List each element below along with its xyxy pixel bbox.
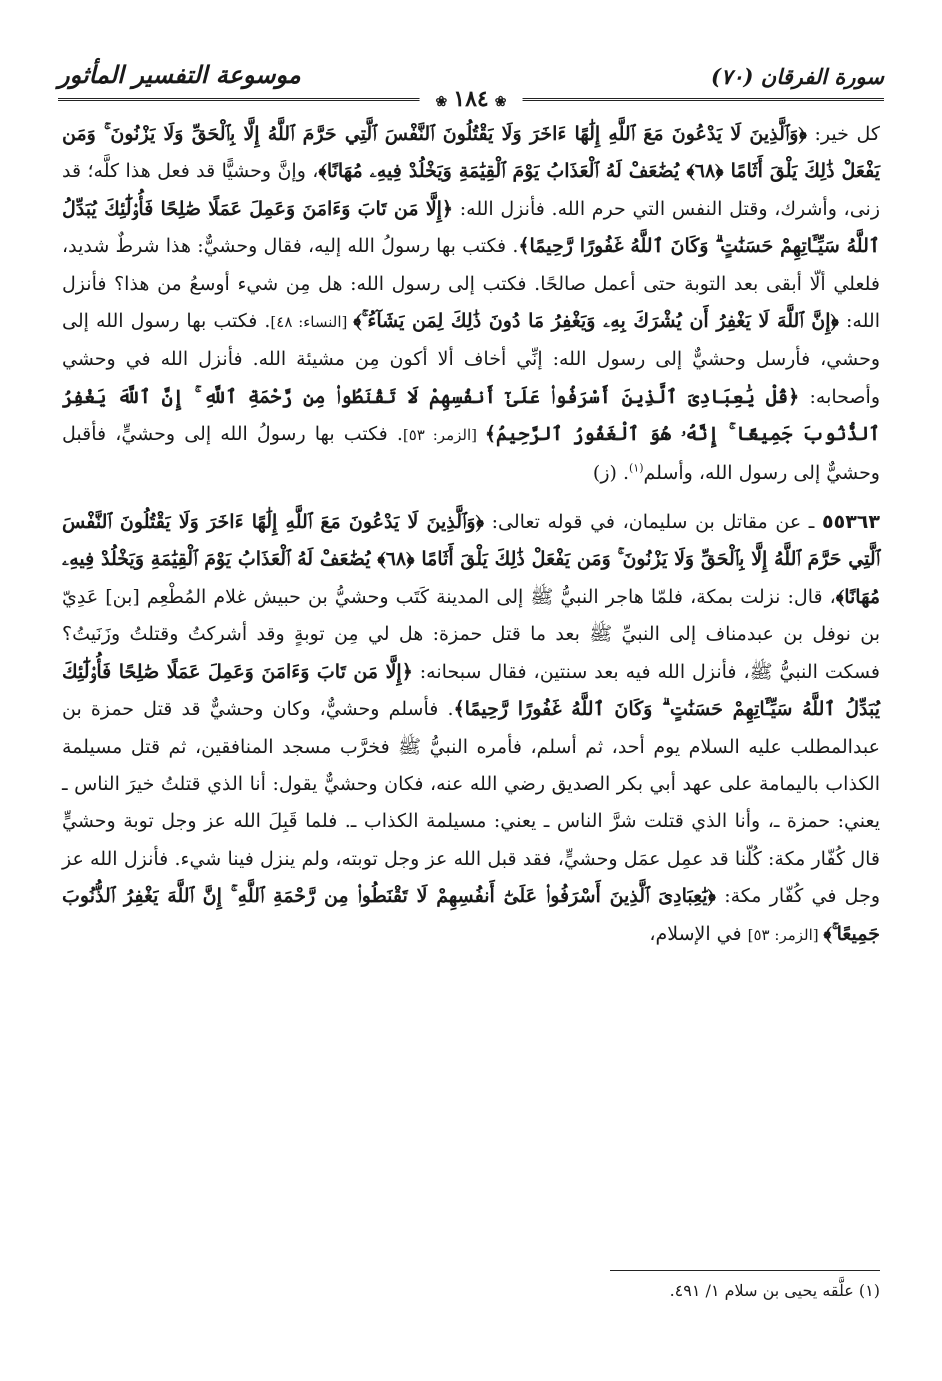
book-title: موسوعة التفسير المأثور xyxy=(58,60,301,89)
ornament-icon: ❀ xyxy=(494,94,507,110)
paragraph-1 xyxy=(62,116,880,492)
quran-verse: ﴿يَٰعِبَادِىَ ٱلَّذِينَ أَسْرَفُوا۟ عَلَىٰٓ أَنفُسِهِمْ لَا تَقْنَطُوا۟ مِن رَّحْمَةِ ٱللَّهِ ۚ إِنَّ ٱللَّهَ يَغْفِرُ ٱلذُّنُوبَ جَمِيعًا ۚ﴾ xyxy=(62,885,880,945)
text-segment: كل خير: xyxy=(806,123,880,145)
page-header xyxy=(58,56,884,116)
quran-verse: ﴿وَٱلَّذِينَ لَا يَدْعُونَ مَعَ ٱللَّهِ إِلَٰهًا ءَاخَرَ وَلَا يَقْتُلُونَ ٱلنَّفْسَ ٱلَّتِي حَرَّمَ ٱللَّهُ إِلَّا بِٱلْحَقِّ وَلَا يَزْنُونَ ۚ وَمَن يَفْعَلْ ذَٰلِكَ يَلْقَ أَثَامًا ﴿٦٨﴾ يُضَٰعَفْ لَهُ ٱلْعَذَابُ يَوْمَ ٱلْقِيَٰمَةِ وَيَخْلُدْ فِيهِۦ مُهَانًا﴾ xyxy=(62,123,880,183)
text-segment: في الإسلام، xyxy=(649,922,748,945)
text-segment: . فكتب بها رسولُ الله إليه، فقال وحشيٌّ: هذا شرطٌ شديد، فلعلي ألّا أبقى بعد التوبة حتى أعمل صالحًا. فكتب إلى رسول الله: هل مِن شيء أوسعُ من هذا؟ فأنزل الله: xyxy=(62,235,880,333)
text-segment: . فكتب بها رسول الله إلى وحشي، فأرسل وحشيٌّ إلى رسول الله: إنِّي أخاف ألا أكون مِن مشيئة الله. فأنزل الله في وحشي وأصحابه: xyxy=(62,310,880,408)
text-segment: . فكتب بها رسولُ الله إلى وحشيٍّ، فأقبل وحشيٌّ إلى رسول الله، وأسلم xyxy=(62,423,880,484)
quran-verse: ﴿إِلَّا مَن تَابَ وَءَامَنَ وَعَمِلَ عَمَلًا صَٰلِحًا فَأُو۟لَٰٓئِكَ يُبَدِّلُ ٱللَّهُ سَيِّـَٔاتِهِمْ حَسَنَٰتٍ ۗ وَكَانَ ٱللَّهُ غَفُورًا رَّحِيمًا﴾ xyxy=(62,197,880,258)
text-segment: . فأسلم وحشيٌّ، وكان وحشيٌّ قد قتل حمزة بن عبدالمطلب عليه السلام يوم أحد، ثم أسلم، فأمره النبيُّ ﷺ فخرَّب مسجد المنافقين، ثم قتل مسيلمة الكذاب باليمامة على عهد أبي بكر الصديق رضي الله عنه، فكان وحشيٌّ يقول: أنا الذي قتلتُ خيرَ الناس ـ يعني: حمزة ـ، وأنا الذي قتلت شرَّ الناس ـ يعني: مسيلمة الكذاب ـ. فلما قَبِلَ الله عز وجل توبة وحشيٍّ قال كُفّار مكة: كُلّنا قد عمِل عمَل وحشيٍّ، فقد قبل الله عز وجل توبته، ولم ينزل فينا شيء. فأنزل الله عز وجل في كُفّار مكة: xyxy=(62,698,880,908)
surah-title: سورة الفرقان (٧٠) xyxy=(711,64,884,89)
text-segment: ـ عن مقاتل بن سليمان، في قوله تعالى: xyxy=(484,511,823,534)
verse-reference: [الزمر: ٥٣] xyxy=(402,426,485,445)
verse-reference: [النساء: ٤٨] xyxy=(270,313,354,332)
text-segment: . (ز) xyxy=(592,461,629,484)
ornament-icon: ❀ xyxy=(435,94,448,110)
entry-number: ٥٥٣٦٣ xyxy=(822,511,880,534)
text-segment: ، قال: نزلت بمكة، فلمّا هاجر النبيُّ ﷺ إلى المدينة كَتَب وحشيُّ بن حبيش غلام المُطْعِم [بن] عَدِيّ بن نوفل بن عبدمناف إلى النبيِّ ﷺ بعد ما قتل حمزة: هل لي مِن توبةٍ وقد أشركتُ وقتلتُ وزَنَيتُ؟ فسكت النبيُّ ﷺ، فأنزل الله فيه بعد سنتين، فقال سبحانه: xyxy=(62,585,880,683)
page-number xyxy=(420,86,523,112)
quran-verse: ﴿وَٱلَّذِينَ لَا يَدْعُونَ مَعَ ٱللَّهِ إِلَٰهًا ءَاخَرَ وَلَا يَقْتُلُونَ ٱلنَّفْسَ ٱلَّتِي حَرَّمَ ٱللَّهُ إِلَّا بِٱلْحَقِّ وَلَا يَزْنُونَ ۚ وَمَن يَفْعَلْ ذَٰلِكَ يَلْقَ أَثَامًا ﴿٦٨﴾ يُضَٰعَفْ لَهُ ٱلْعَذَابُ يَوْمَ ٱلْقِيَٰمَةِ وَيَخْلُدْ فِيهِۦ مُهَانًا﴾ xyxy=(62,511,880,608)
footnote-marker: (١) xyxy=(629,461,644,475)
footnote: (١) علَّقه يحيى بن سلام ١/ ٤٩١. xyxy=(669,1281,880,1300)
main-text xyxy=(62,116,880,954)
page-number-value: ١٨٤ xyxy=(453,86,489,112)
verse-reference: [الزمر: ٥٣] xyxy=(747,925,824,944)
quran-verse: ﴿قُلْ يَٰعِبَادِىَ ٱلَّذِينَ أَسْرَفُوا۟ عَلَىٰٓ أَنفُسِهِمْ لَا تَقْنَطُوا۟ مِن رَّحْمَةِ ٱللَّهِ ۚ إِنَّ ٱللَّهَ يَغْفِرُ ٱلذُّنُوبَ جَمِيعًا ۚ إِنَّهُۥ هُوَ ٱلْغَفُورُ ٱلرَّحِيمُ﴾ xyxy=(62,385,880,446)
text-segment: ، وإنَّ وحشيًّا قد فعل هذا كلَّه؛ قد زنى، وأشرك، وقتل النفس التي حرم الله. فأنزل الله: xyxy=(62,160,880,220)
quran-verse: ﴿إِنَّ ٱللَّهَ لَا يَغْفِرُ أَن يُشْرَكَ بِهِۦ وَيَغْفِرُ مَا دُونَ ذَٰلِكَ لِمَن يَشَآءُ ۚ﴾ xyxy=(353,310,839,333)
footnote-divider xyxy=(610,1270,880,1271)
quran-verse: ﴿إِلَّا مَن تَابَ وَءَامَنَ وَعَمِلَ عَمَلًا صَٰلِحًا فَأُو۟لَٰٓئِكَ يُبَدِّلُ ٱللَّهُ سَيِّـَٔاتِهِمْ حَسَنَٰتٍ ۗ وَكَانَ ٱللَّهُ غَفُورًا رَّحِيمًا﴾ xyxy=(62,660,880,721)
paragraph-2 xyxy=(62,504,880,954)
